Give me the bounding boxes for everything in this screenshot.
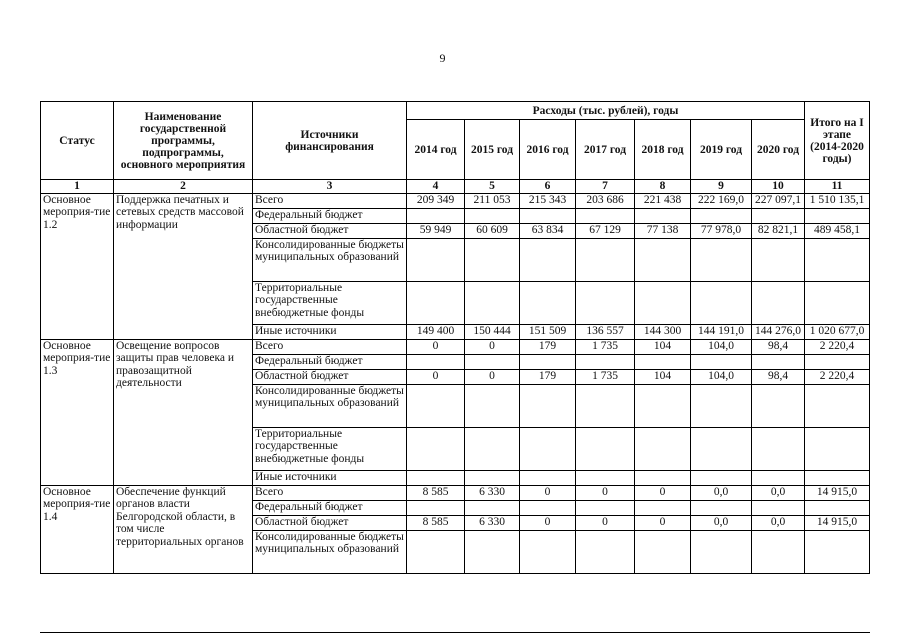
header-year: 2018 год xyxy=(635,120,691,180)
year-value: 77 138 xyxy=(635,223,691,238)
year-value xyxy=(635,530,691,573)
total-value: 2 220,4 xyxy=(805,339,870,354)
year-value: 1 735 xyxy=(576,369,635,384)
year-value xyxy=(520,530,576,573)
year-value: 77 978,0 xyxy=(691,223,752,238)
year-value: 209 349 xyxy=(407,193,465,208)
year-value xyxy=(520,470,576,485)
year-value: 144 300 xyxy=(635,324,691,339)
year-value: 215 343 xyxy=(520,193,576,208)
column-number: 8 xyxy=(635,180,691,194)
year-value xyxy=(520,208,576,223)
total-value xyxy=(805,427,870,470)
column-number: 6 xyxy=(520,180,576,194)
year-value xyxy=(691,384,752,427)
year-value xyxy=(576,427,635,470)
header-year: 2016 год xyxy=(520,120,576,180)
year-value: 0,0 xyxy=(752,485,805,500)
year-value xyxy=(691,354,752,369)
year-value xyxy=(465,384,520,427)
column-number: 11 xyxy=(805,180,870,194)
year-value xyxy=(752,500,805,515)
year-value xyxy=(635,384,691,427)
year-value xyxy=(752,530,805,573)
year-value xyxy=(635,470,691,485)
total-value xyxy=(805,384,870,427)
year-value xyxy=(407,500,465,515)
year-value xyxy=(576,470,635,485)
year-value: 6 330 xyxy=(465,485,520,500)
year-value: 150 444 xyxy=(465,324,520,339)
column-number-row xyxy=(41,180,870,194)
total-value: 2 220,4 xyxy=(805,369,870,384)
total-value: 14 915,0 xyxy=(805,485,870,500)
activity-name: Поддержка печатных и сетевых средств массовой информации xyxy=(114,193,253,339)
year-value xyxy=(752,427,805,470)
year-value: 8 585 xyxy=(407,515,465,530)
year-value: 227 097,1 xyxy=(752,193,805,208)
year-value: 8 585 xyxy=(407,485,465,500)
year-value xyxy=(407,427,465,470)
year-value xyxy=(520,384,576,427)
year-value xyxy=(576,208,635,223)
year-value: 98,4 xyxy=(752,339,805,354)
total-value xyxy=(805,354,870,369)
funding-source: Консолидированные бюджеты муниципальных образований xyxy=(253,530,407,573)
total-value xyxy=(805,530,870,573)
year-value xyxy=(635,208,691,223)
funding-source: Областной бюджет xyxy=(253,369,407,384)
header-year: 2020 год xyxy=(752,120,805,180)
total-value: 1 020 677,0 xyxy=(805,324,870,339)
year-value xyxy=(576,281,635,324)
year-value xyxy=(407,208,465,223)
year-value xyxy=(576,384,635,427)
year-value xyxy=(691,281,752,324)
year-value: 82 821,1 xyxy=(752,223,805,238)
column-number: 9 xyxy=(691,180,752,194)
year-value: 0,0 xyxy=(691,485,752,500)
year-value xyxy=(691,500,752,515)
year-value xyxy=(520,427,576,470)
column-number: 10 xyxy=(752,180,805,194)
column-number: 2 xyxy=(114,180,253,194)
year-value: 0 xyxy=(465,369,520,384)
year-value: 104 xyxy=(635,339,691,354)
total-value xyxy=(805,470,870,485)
column-number: 7 xyxy=(576,180,635,194)
year-value: 211 053 xyxy=(465,193,520,208)
funding-source: Федеральный бюджет xyxy=(253,208,407,223)
year-value: 179 xyxy=(520,339,576,354)
year-value: 6 330 xyxy=(465,515,520,530)
year-value: 179 xyxy=(520,369,576,384)
year-value: 151 509 xyxy=(520,324,576,339)
year-value: 144 276,0 xyxy=(752,324,805,339)
funding-source: Областной бюджет xyxy=(253,515,407,530)
year-value xyxy=(752,208,805,223)
year-value xyxy=(691,208,752,223)
funding-source: Федеральный бюджет xyxy=(253,500,407,515)
year-value xyxy=(752,354,805,369)
year-value xyxy=(407,238,465,281)
year-value: 221 438 xyxy=(635,193,691,208)
funding-source: Всего xyxy=(253,339,407,354)
year-value xyxy=(576,500,635,515)
year-value xyxy=(407,384,465,427)
year-value xyxy=(576,530,635,573)
header-year: 2015 год xyxy=(465,120,520,180)
total-value xyxy=(805,208,870,223)
year-value: 104 xyxy=(635,369,691,384)
year-value xyxy=(520,354,576,369)
year-value xyxy=(635,427,691,470)
year-value xyxy=(465,238,520,281)
year-value xyxy=(520,281,576,324)
year-value xyxy=(691,470,752,485)
year-value: 0,0 xyxy=(691,515,752,530)
year-value xyxy=(465,427,520,470)
total-value: 14 915,0 xyxy=(805,515,870,530)
year-value xyxy=(520,500,576,515)
total-value: 1 510 135,1 xyxy=(805,193,870,208)
year-value: 104,0 xyxy=(691,369,752,384)
year-value: 0 xyxy=(520,485,576,500)
funding-source: Территориальные государственные внебюджетные фонды xyxy=(253,281,407,324)
budget-table xyxy=(40,101,870,574)
year-value xyxy=(752,384,805,427)
activity-status: Основное мероприя-тие 1.4 xyxy=(41,485,114,573)
total-value xyxy=(805,500,870,515)
funding-source: Территориальные государственные внебюджетные фонды xyxy=(253,427,407,470)
year-value xyxy=(691,238,752,281)
year-value xyxy=(576,238,635,281)
year-value xyxy=(635,500,691,515)
year-value xyxy=(407,281,465,324)
year-value xyxy=(465,470,520,485)
year-value xyxy=(752,281,805,324)
year-value: 59 949 xyxy=(407,223,465,238)
year-value xyxy=(635,238,691,281)
year-value xyxy=(635,354,691,369)
total-value xyxy=(805,238,870,281)
year-value: 0,0 xyxy=(752,515,805,530)
year-value: 0 xyxy=(576,485,635,500)
activity-status: Основное мероприя-тие 1.3 xyxy=(41,339,114,485)
funding-source: Областной бюджет xyxy=(253,223,407,238)
total-value xyxy=(805,281,870,324)
year-value xyxy=(465,530,520,573)
year-value: 0 xyxy=(407,339,465,354)
page-number: 9 xyxy=(439,51,446,65)
column-number: 3 xyxy=(253,180,407,194)
year-value: 104,0 xyxy=(691,339,752,354)
year-value xyxy=(407,470,465,485)
header-expenses: Расходы (тыс. рублей), годы xyxy=(407,102,805,120)
year-value: 98,4 xyxy=(752,369,805,384)
funding-source: Иные источники xyxy=(253,324,407,339)
table-row xyxy=(41,485,870,500)
year-value xyxy=(465,500,520,515)
header-sources: Источники финансирования xyxy=(253,102,407,180)
year-value: 63 834 xyxy=(520,223,576,238)
header-total: Итого на I этапе (2014-2020 годы) xyxy=(805,102,870,180)
year-value: 136 557 xyxy=(576,324,635,339)
year-value: 144 191,0 xyxy=(691,324,752,339)
total-value: 489 458,1 xyxy=(805,223,870,238)
year-value xyxy=(691,427,752,470)
year-value xyxy=(407,354,465,369)
year-value: 0 xyxy=(407,369,465,384)
column-number: 4 xyxy=(407,180,465,194)
funding-source: Всего xyxy=(253,485,407,500)
header-year: 2019 год xyxy=(691,120,752,180)
funding-source: Консолидированные бюджеты муниципальных образований xyxy=(253,238,407,281)
year-value: 149 400 xyxy=(407,324,465,339)
year-value: 0 xyxy=(576,515,635,530)
year-value xyxy=(752,470,805,485)
header-program-name: Наименование государственной программы, подпрограммы, основного мероприятия xyxy=(114,102,253,180)
year-value: 0 xyxy=(635,515,691,530)
year-value xyxy=(691,530,752,573)
year-value: 67 129 xyxy=(576,223,635,238)
funding-source: Всего xyxy=(253,193,407,208)
activity-name: Обеспечение функций органов власти Белгородской области, в том числе территориальных органов xyxy=(114,485,253,573)
year-value: 222 169,0 xyxy=(691,193,752,208)
year-value xyxy=(752,238,805,281)
year-value: 0 xyxy=(465,339,520,354)
header-year: 2014 год xyxy=(407,120,465,180)
year-value: 203 686 xyxy=(576,193,635,208)
year-value xyxy=(465,281,520,324)
table-row xyxy=(41,339,870,354)
column-number: 5 xyxy=(465,180,520,194)
column-number: 1 xyxy=(41,180,114,194)
page-bottom-rule xyxy=(40,632,870,633)
funding-source: Федеральный бюджет xyxy=(253,354,407,369)
year-value xyxy=(520,238,576,281)
activity-status: Основное мероприя-тие 1.2 xyxy=(41,193,114,339)
year-value: 0 xyxy=(635,485,691,500)
year-value xyxy=(576,354,635,369)
table-row xyxy=(41,193,870,208)
activity-name: Освещение вопросов защиты прав человека и правозащитной деятельности xyxy=(114,339,253,485)
year-value: 60 609 xyxy=(465,223,520,238)
year-value xyxy=(407,530,465,573)
year-value xyxy=(635,281,691,324)
funding-source: Иные источники xyxy=(253,470,407,485)
header-status: Статус xyxy=(41,102,114,180)
header-year: 2017 год xyxy=(576,120,635,180)
funding-source: Консолидированные бюджеты муниципальных образований xyxy=(253,384,407,427)
year-value xyxy=(465,208,520,223)
year-value: 1 735 xyxy=(576,339,635,354)
year-value xyxy=(465,354,520,369)
year-value: 0 xyxy=(520,515,576,530)
